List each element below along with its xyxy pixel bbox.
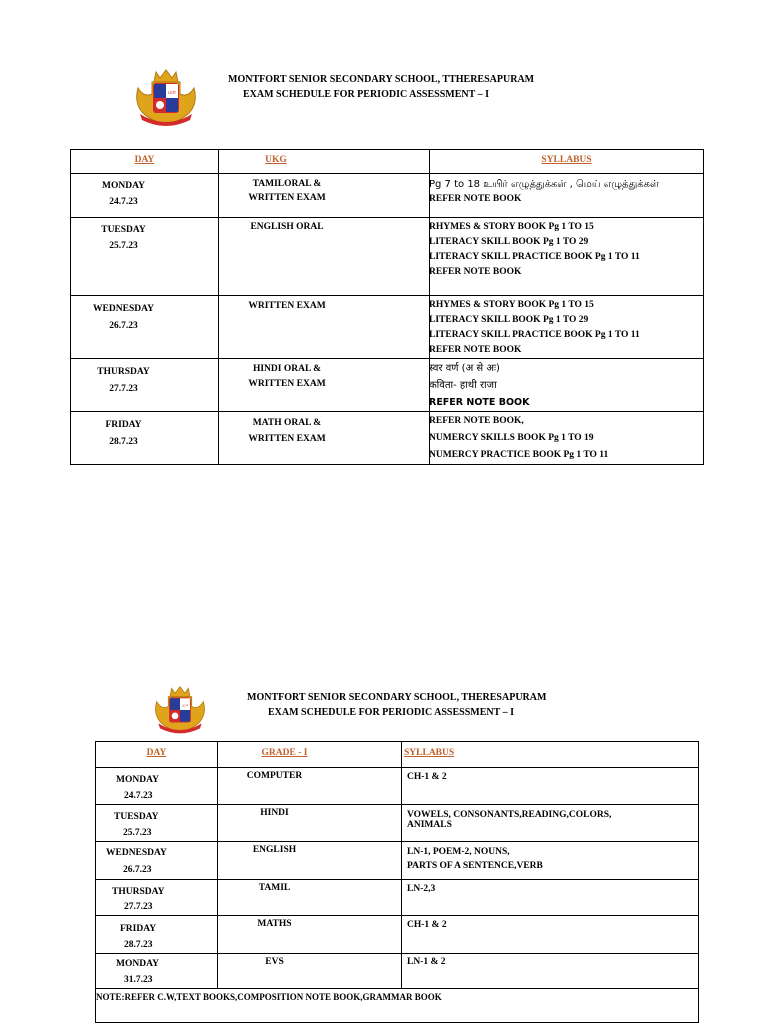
- table-row: [96, 916, 699, 954]
- syllabus-cell: CH-1 & 2: [402, 916, 699, 954]
- subject-cell: ENGLISH ORAL: [219, 218, 430, 296]
- day-cell: FRIDAY 28.7.23: [96, 916, 218, 954]
- day-cell: WEDNESDAY 26.7.23: [96, 842, 218, 880]
- schedule-table-grade-1: [95, 741, 699, 1023]
- table-row: [96, 805, 699, 842]
- note-cell: NOTE:REFER C.W,TEXT BOOKS,COMPOSITION NOTE BOOK,GRAMMAR BOOK: [96, 989, 699, 1023]
- table-row: [96, 768, 699, 805]
- day-cell: TUESDAY 25.7.23: [71, 218, 219, 296]
- school-name: MONTFORT SENIOR SECONDARY SCHOOL, THERESAPURAM: [247, 692, 547, 703]
- header-syllabus: SYLLABUS: [402, 742, 699, 768]
- table-row: [96, 842, 699, 880]
- subject-cell: HINDI: [218, 805, 402, 842]
- day-cell: FRIDAY 28.7.23: [71, 412, 219, 465]
- syllabus-cell: RHYMES & STORY BOOK Pg 1 TO 15 LITERACY SKILL BOOK Pg 1 TO 29 LITERACY SKILL PRACTICE BOOK Pg 1 TO 11 REFER NOTE BOOK: [430, 218, 704, 296]
- syllabus-cell: CH-1 & 2: [402, 768, 699, 805]
- day-cell: TUESDAY 25.7.23: [96, 805, 218, 842]
- day-cell: MONDAY 24.7.23: [96, 768, 218, 805]
- subject-cell: TAMIL: [218, 880, 402, 916]
- table-row: [71, 218, 704, 296]
- day-cell: THURSDAY 27.7.23: [71, 359, 219, 412]
- subject-cell: ENGLISH: [218, 842, 402, 880]
- syllabus-cell: REFER NOTE BOOK, NUMERCY SKILLS BOOK Pg 1 TO 19 NUMERCY PRACTICE BOOK Pg 1 TO 11: [430, 412, 704, 465]
- syllabus-cell: LN-1, POEM-2, NOUNS, PARTS OF A SENTENCE,VERB: [402, 842, 699, 880]
- header-day: DAY: [71, 150, 219, 174]
- syllabus-cell: LN-1 & 2: [402, 954, 699, 989]
- subject-cell: COMPUTER: [218, 768, 402, 805]
- day-cell: MONDAY 24.7.23: [71, 174, 219, 218]
- day-cell: WEDNESDAY 26.7.23: [71, 296, 219, 359]
- table-row: [71, 412, 704, 465]
- exam-title: EXAM SCHEDULE FOR PERIODIC ASSESSMENT – I: [268, 707, 514, 718]
- svg-text:மா: மா: [168, 89, 176, 96]
- subject-cell: MATH ORAL & WRITTEN EXAM: [219, 412, 430, 465]
- exam-title: EXAM SCHEDULE FOR PERIODIC ASSESSMENT – I: [243, 89, 489, 100]
- header-class: GRADE - I: [218, 742, 402, 768]
- subject-cell: HINDI ORAL & WRITTEN EXAM: [219, 359, 430, 412]
- subject-cell: WRITTEN EXAM: [219, 296, 430, 359]
- school-crest-logo: [134, 68, 198, 128]
- table-row: [96, 954, 699, 989]
- syllabus-cell: स्वर वर्ण (अ से अः) कविता- हाथी राजा REFER NOTE BOOK: [430, 359, 704, 412]
- subject-cell: MATHS: [218, 916, 402, 954]
- table-row: [71, 359, 704, 412]
- table-row: [96, 880, 699, 916]
- schedule-table-ukg: [70, 149, 704, 465]
- svg-text:மா: மா: [181, 702, 189, 709]
- subject-cell: TAMILORAL & WRITTEN EXAM: [219, 174, 430, 218]
- header-day: DAY: [96, 742, 218, 768]
- day-cell: THURSDAY 27.7.23: [96, 880, 218, 916]
- syllabus-cell: Pg 7 to 18 உயிர் எழுத்துக்கள் , மெய் எழுத்துக்கள் REFER NOTE BOOK: [430, 174, 704, 218]
- header-class: UKG: [219, 150, 430, 174]
- school-name: MONTFORT SENIOR SECONDARY SCHOOL, TTHERESAPURAM: [228, 74, 535, 85]
- syllabus-cell: LN-2,3: [402, 880, 699, 916]
- table-row: [96, 989, 699, 1023]
- day-cell: MONDAY 31.7.23: [96, 954, 218, 989]
- school-crest-logo: [150, 685, 210, 735]
- syllabus-cell: RHYMES & STORY BOOK Pg 1 TO 15 LITERACY SKILL BOOK Pg 1 TO 29 LITERACY SKILL PRACTICE BOOK Pg 1 TO 11 REFER NOTE BOOK: [430, 296, 704, 359]
- syllabus-cell: VOWELS, CONSONANTS,READING,COLORS, ANIMALS: [402, 805, 699, 842]
- table-row: [71, 174, 704, 218]
- header-syllabus: SYLLABUS: [430, 150, 704, 174]
- table-row: [71, 296, 704, 359]
- subject-cell: EVS: [218, 954, 402, 989]
